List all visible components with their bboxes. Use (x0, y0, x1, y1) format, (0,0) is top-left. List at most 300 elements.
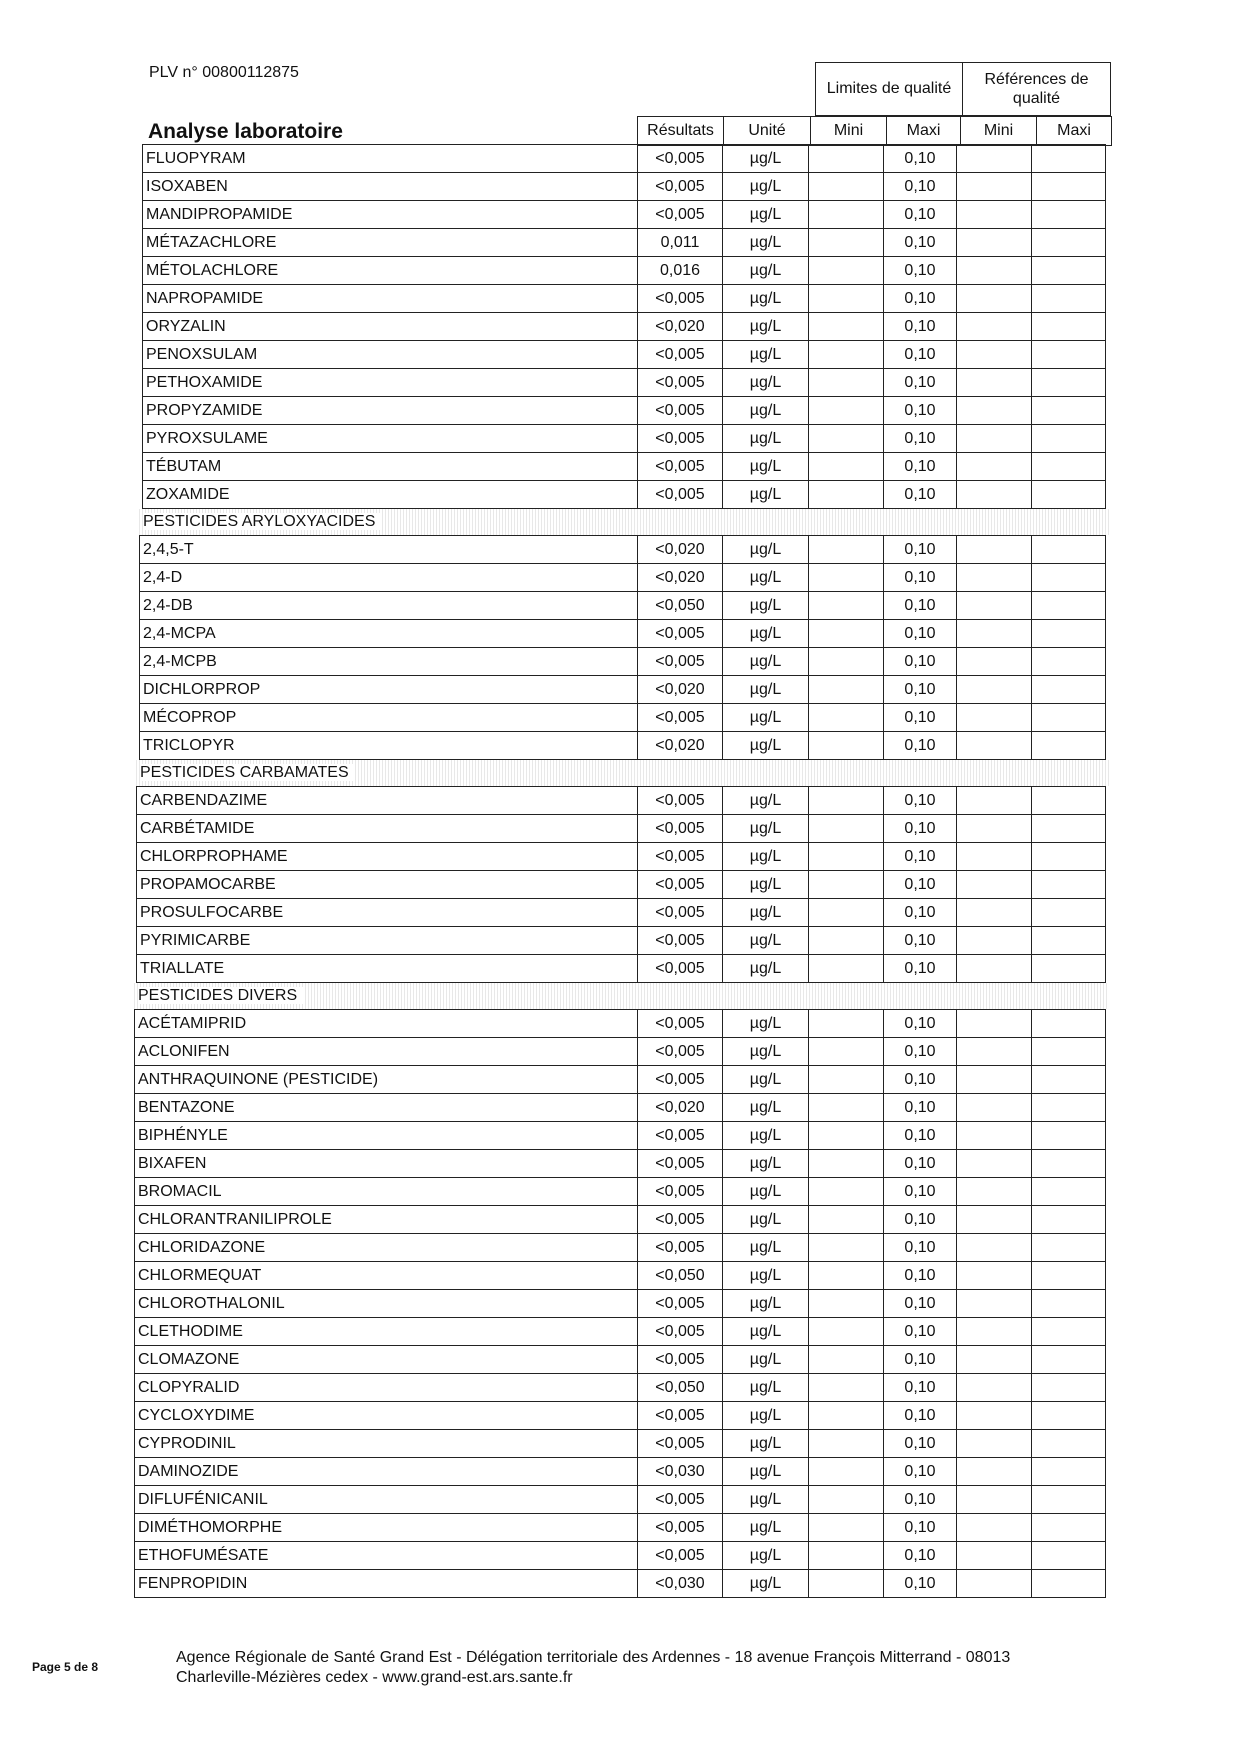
parameter-name: 2,4-MCPB (140, 648, 638, 676)
lq-mini-value (809, 899, 884, 927)
lq-maxi-value: 0,10 (884, 313, 957, 341)
parameter-name: ANTHRAQUINONE (PESTICIDE) (135, 1066, 638, 1094)
lq-maxi-value: 0,10 (884, 648, 957, 676)
page-number: Page 5 de 8 (32, 1660, 99, 1674)
lq-mini-value (809, 536, 884, 564)
result-value: <0,005 (638, 955, 723, 983)
result-value: <0,005 (638, 843, 723, 871)
parameter-name: BIPHÉNYLE (135, 1122, 638, 1150)
section-header (139, 509, 1109, 535)
result-value: <0,005 (638, 201, 723, 229)
rq-maxi-value (1032, 927, 1106, 955)
table-row (140, 620, 1106, 648)
parameter-name: ACLONIFEN (135, 1038, 638, 1066)
lq-maxi-value: 0,10 (884, 620, 957, 648)
table-row (140, 732, 1106, 760)
rq-maxi-value (1032, 397, 1106, 425)
result-value: <0,005 (638, 815, 723, 843)
lq-mini-value (809, 815, 884, 843)
rq-maxi-value (1032, 536, 1106, 564)
col-lq-mini: Mini (811, 117, 887, 146)
lq-mini-value (809, 1346, 884, 1374)
rq-maxi-value (1032, 592, 1106, 620)
parameter-name: CHLOROTHALONIL (135, 1290, 638, 1318)
result-value: <0,005 (638, 1402, 723, 1430)
rq-maxi-value (1032, 1458, 1106, 1486)
table-row (143, 285, 1106, 313)
lq-mini-value (809, 369, 884, 397)
result-value: <0,005 (638, 453, 723, 481)
unit-value: µg/L (723, 341, 809, 369)
parameter-name: MÉCOPROP (140, 704, 638, 732)
analysis-tables (0, 144, 1109, 1598)
result-value: <0,005 (638, 1206, 723, 1234)
lq-mini-value (809, 481, 884, 509)
unit-value: µg/L (723, 229, 809, 257)
parameter-name: CYCLOXYDIME (135, 1402, 638, 1430)
rq-maxi-value (1032, 369, 1106, 397)
rq-maxi-value (1032, 1262, 1106, 1290)
parameter-name: 2,4-DB (140, 592, 638, 620)
unit-value: µg/L (723, 1430, 809, 1458)
lq-mini-value (809, 620, 884, 648)
lq-mini-value (809, 1458, 884, 1486)
parameter-name: CHLORIDAZONE (135, 1234, 638, 1262)
rq-mini-value (957, 1430, 1032, 1458)
table-row (135, 1346, 1106, 1374)
rq-maxi-value (1032, 285, 1106, 313)
lq-mini-value (809, 1234, 884, 1262)
section-table (136, 786, 1106, 983)
rq-mini-value (957, 620, 1032, 648)
rq-mini-value (957, 1094, 1032, 1122)
rq-mini-value (957, 1122, 1032, 1150)
lq-mini-value (809, 1094, 884, 1122)
table-row (140, 592, 1106, 620)
unit-value: µg/L (723, 453, 809, 481)
lq-mini-value (809, 1066, 884, 1094)
rq-maxi-value (1032, 1066, 1106, 1094)
parameter-name: 2,4-D (140, 564, 638, 592)
unit-value: µg/L (723, 871, 809, 899)
lq-maxi-value: 0,10 (884, 564, 957, 592)
lq-mini-value (809, 1486, 884, 1514)
rq-maxi-value (1032, 1206, 1106, 1234)
lq-maxi-value: 0,10 (884, 871, 957, 899)
rq-maxi-value (1032, 1038, 1106, 1066)
rq-maxi-value (1032, 145, 1106, 173)
lq-maxi-value: 0,10 (884, 1318, 957, 1346)
lq-mini-value (809, 592, 884, 620)
rq-mini-value (957, 1150, 1032, 1178)
rq-mini-value (957, 1066, 1032, 1094)
lq-mini-value (809, 787, 884, 815)
lq-maxi-value: 0,10 (884, 704, 957, 732)
lq-maxi-value: 0,10 (884, 1402, 957, 1430)
table-row (135, 1066, 1106, 1094)
table-row (135, 1206, 1106, 1234)
table-row (135, 1486, 1106, 1514)
result-value: <0,005 (638, 648, 723, 676)
rq-maxi-value (1032, 676, 1106, 704)
parameter-name: CLETHODIME (135, 1318, 638, 1346)
parameter-name: TRIALLATE (137, 955, 638, 983)
unit-value: µg/L (723, 1374, 809, 1402)
result-value: <0,005 (638, 369, 723, 397)
lq-mini-value (809, 704, 884, 732)
rq-maxi-value (1032, 425, 1106, 453)
table-row (135, 1178, 1106, 1206)
result-value: <0,005 (638, 927, 723, 955)
section-header (136, 760, 1109, 786)
unit-value: µg/L (723, 1094, 809, 1122)
unit-value: µg/L (723, 1542, 809, 1570)
rq-maxi-value (1032, 1122, 1106, 1150)
lq-maxi-value: 0,10 (884, 1094, 957, 1122)
unit-value: µg/L (723, 927, 809, 955)
rq-mini-value (957, 732, 1032, 760)
table-row (135, 1402, 1106, 1430)
lq-mini-value (809, 732, 884, 760)
table-row (143, 481, 1106, 509)
result-value: <0,005 (638, 1234, 723, 1262)
result-value: <0,005 (638, 481, 723, 509)
unit-value: µg/L (723, 1570, 809, 1598)
rq-mini-value (957, 425, 1032, 453)
rq-maxi-value (1032, 815, 1106, 843)
lq-mini-value (809, 871, 884, 899)
parameter-name: NAPROPAMIDE (143, 285, 638, 313)
unit-value: µg/L (723, 397, 809, 425)
rq-maxi-value (1032, 732, 1106, 760)
parameter-name: CARBÉTAMIDE (137, 815, 638, 843)
unit-value: µg/L (723, 1318, 809, 1346)
unit-value: µg/L (723, 1262, 809, 1290)
section-title: PESTICIDES ARYLOXYACIDES (143, 513, 381, 530)
rq-mini-value (957, 871, 1032, 899)
parameter-name: FLUOPYRAM (143, 145, 638, 173)
rq-mini-value (957, 397, 1032, 425)
parameter-name: ISOXABEN (143, 173, 638, 201)
parameter-name: CHLORMEQUAT (135, 1262, 638, 1290)
unit-value: µg/L (723, 1066, 809, 1094)
unit-value: µg/L (723, 1514, 809, 1542)
result-value: <0,005 (638, 397, 723, 425)
rq-mini-value (957, 341, 1032, 369)
lq-maxi-value: 0,10 (884, 536, 957, 564)
unit-value: µg/L (723, 1038, 809, 1066)
lq-maxi-value: 0,10 (884, 453, 957, 481)
table-row (137, 927, 1106, 955)
rq-mini-value (957, 1262, 1032, 1290)
rq-maxi-value (1032, 1346, 1106, 1374)
lq-maxi-value: 0,10 (884, 1570, 957, 1598)
rq-mini-value (957, 1318, 1032, 1346)
parameter-name: CYPRODINIL (135, 1430, 638, 1458)
unit-value: µg/L (723, 285, 809, 313)
rq-mini-value (957, 369, 1032, 397)
lq-maxi-value: 0,10 (884, 397, 957, 425)
rq-maxi-value (1032, 564, 1106, 592)
unit-value: µg/L (723, 1122, 809, 1150)
limites-qualite-header: Limites de qualité (815, 62, 963, 116)
unit-value: µg/L (723, 620, 809, 648)
lq-maxi-value: 0,10 (884, 843, 957, 871)
lq-maxi-value: 0,10 (884, 1458, 957, 1486)
lq-maxi-value: 0,10 (884, 425, 957, 453)
lq-mini-value (809, 1374, 884, 1402)
rq-mini-value (957, 1374, 1032, 1402)
lq-mini-value (809, 1206, 884, 1234)
table-row (135, 1542, 1106, 1570)
parameter-name: PROPYZAMIDE (143, 397, 638, 425)
unit-value: µg/L (723, 425, 809, 453)
unit-value: µg/L (723, 1402, 809, 1430)
lq-mini-value (809, 285, 884, 313)
parameter-name: PYROXSULAME (143, 425, 638, 453)
lq-maxi-value: 0,10 (884, 1122, 957, 1150)
table-row (143, 397, 1106, 425)
lq-mini-value (809, 229, 884, 257)
lq-maxi-value: 0,10 (884, 676, 957, 704)
lq-mini-value (809, 1150, 884, 1178)
result-value: <0,020 (638, 536, 723, 564)
rq-mini-value (957, 173, 1032, 201)
table-row (140, 564, 1106, 592)
rq-mini-value (957, 787, 1032, 815)
rq-mini-value (957, 648, 1032, 676)
lq-maxi-value: 0,10 (884, 1290, 957, 1318)
lq-maxi-value: 0,10 (884, 899, 957, 927)
references-qualite-header: Références de qualité (962, 62, 1111, 116)
rq-maxi-value (1032, 453, 1106, 481)
table-row (135, 1010, 1106, 1038)
unit-value: µg/L (723, 1290, 809, 1318)
lq-maxi-value: 0,10 (884, 1038, 957, 1066)
unit-value: µg/L (723, 564, 809, 592)
lq-maxi-value: 0,10 (884, 1178, 957, 1206)
column-headers (637, 116, 1112, 146)
table-row (135, 1150, 1106, 1178)
unit-value: µg/L (723, 145, 809, 173)
lq-maxi-value: 0,10 (884, 341, 957, 369)
rq-maxi-value (1032, 620, 1106, 648)
result-value: <0,020 (638, 1094, 723, 1122)
rq-mini-value (957, 1458, 1032, 1486)
table-row (137, 955, 1106, 983)
result-value: <0,030 (638, 1458, 723, 1486)
table-row (135, 1570, 1106, 1598)
parameter-name: ORYZALIN (143, 313, 638, 341)
table-row (137, 787, 1106, 815)
result-value: <0,005 (638, 787, 723, 815)
lq-maxi-value: 0,10 (884, 1234, 957, 1262)
plv-number: PLV n° 00800112875 (149, 64, 299, 81)
section-header (134, 983, 1109, 1009)
rq-maxi-value (1032, 1374, 1106, 1402)
result-value: <0,005 (638, 1290, 723, 1318)
parameter-name: PROPAMOCARBE (137, 871, 638, 899)
unit-value: µg/L (723, 787, 809, 815)
parameter-name: PROSULFOCARBE (137, 899, 638, 927)
result-value: <0,005 (638, 1486, 723, 1514)
table-row (135, 1122, 1106, 1150)
result-value: <0,005 (638, 1010, 723, 1038)
parameter-name: DIMÉTHOMORPHE (135, 1514, 638, 1542)
result-value: <0,005 (638, 1178, 723, 1206)
table-row (143, 313, 1106, 341)
parameter-name: PENOXSULAM (143, 341, 638, 369)
rq-mini-value (957, 815, 1032, 843)
table-row (143, 453, 1106, 481)
rq-maxi-value (1032, 704, 1106, 732)
rq-mini-value (957, 1542, 1032, 1570)
lq-maxi-value: 0,10 (884, 1206, 957, 1234)
rq-mini-value (957, 676, 1032, 704)
result-value: 0,011 (638, 229, 723, 257)
rq-maxi-value (1032, 648, 1106, 676)
parameter-name: ACÉTAMIPRID (135, 1010, 638, 1038)
lq-maxi-value: 0,10 (884, 787, 957, 815)
unit-value: µg/L (723, 1150, 809, 1178)
table-row (135, 1094, 1106, 1122)
lq-mini-value (809, 1290, 884, 1318)
rq-maxi-value (1032, 1430, 1106, 1458)
table-row (135, 1514, 1106, 1542)
col-rq-maxi: Maxi (1037, 117, 1112, 146)
table-row (135, 1038, 1106, 1066)
lq-mini-value (809, 955, 884, 983)
unit-value: µg/L (723, 815, 809, 843)
rq-maxi-value (1032, 1150, 1106, 1178)
lq-maxi-value: 0,10 (884, 481, 957, 509)
lq-mini-value (809, 257, 884, 285)
col-unite: Unité (724, 117, 811, 146)
unit-value: µg/L (723, 369, 809, 397)
parameter-name: PETHOXAMIDE (143, 369, 638, 397)
result-value: <0,005 (638, 1150, 723, 1178)
parameter-name: CLOMAZONE (135, 1346, 638, 1374)
lq-maxi-value: 0,10 (884, 1346, 957, 1374)
lq-maxi-value: 0,10 (884, 369, 957, 397)
analyse-laboratoire-title: Analyse laboratoire (148, 120, 343, 143)
result-value: <0,030 (638, 1570, 723, 1598)
unit-value: µg/L (723, 592, 809, 620)
table-row (140, 648, 1106, 676)
lq-maxi-value: 0,10 (884, 1430, 957, 1458)
result-value: <0,005 (638, 620, 723, 648)
lq-maxi-value: 0,10 (884, 955, 957, 983)
rq-mini-value (957, 592, 1032, 620)
parameter-name: CARBENDAZIME (137, 787, 638, 815)
lq-mini-value (809, 1038, 884, 1066)
lq-mini-value (809, 145, 884, 173)
col-rq-mini: Mini (961, 117, 1037, 146)
table-row (137, 815, 1106, 843)
parameter-name: 2,4,5-T (140, 536, 638, 564)
unit-value: µg/L (723, 201, 809, 229)
rq-maxi-value (1032, 341, 1106, 369)
table-row (140, 704, 1106, 732)
footer-address (176, 1648, 1010, 1688)
parameter-name: BROMACIL (135, 1178, 638, 1206)
rq-mini-value (957, 313, 1032, 341)
parameter-name: 2,4-MCPA (140, 620, 638, 648)
lq-mini-value (809, 425, 884, 453)
lq-mini-value (809, 676, 884, 704)
result-value: <0,005 (638, 899, 723, 927)
lq-maxi-value: 0,10 (884, 1010, 957, 1038)
rq-mini-value (957, 201, 1032, 229)
parameter-name: TÉBUTAM (143, 453, 638, 481)
result-value: <0,005 (638, 341, 723, 369)
parameter-name: BIXAFEN (135, 1150, 638, 1178)
parameter-name: BENTAZONE (135, 1094, 638, 1122)
section-table (142, 144, 1106, 509)
unit-value: µg/L (723, 899, 809, 927)
result-value: 0,016 (638, 257, 723, 285)
rq-maxi-value (1032, 1570, 1106, 1598)
result-value: <0,005 (638, 145, 723, 173)
rq-maxi-value (1032, 787, 1106, 815)
result-value: <0,020 (638, 676, 723, 704)
parameter-name: CLOPYRALID (135, 1374, 638, 1402)
rq-mini-value (957, 1570, 1032, 1598)
unit-value: µg/L (723, 1010, 809, 1038)
rq-maxi-value (1032, 1514, 1106, 1542)
table-row (135, 1458, 1106, 1486)
lq-mini-value (809, 1122, 884, 1150)
unit-value: µg/L (723, 1178, 809, 1206)
lq-maxi-value: 0,10 (884, 1066, 957, 1094)
result-value: <0,050 (638, 1262, 723, 1290)
rq-mini-value (957, 899, 1032, 927)
lq-mini-value (809, 1430, 884, 1458)
lq-maxi-value: 0,10 (884, 732, 957, 760)
section-title: PESTICIDES CARBAMATES (140, 764, 355, 781)
rq-mini-value (957, 453, 1032, 481)
lq-mini-value (809, 1178, 884, 1206)
parameter-name: PYRIMICARBE (137, 927, 638, 955)
result-value: <0,005 (638, 1542, 723, 1570)
table-row (137, 899, 1106, 927)
rq-mini-value (957, 1178, 1032, 1206)
parameter-name: MANDIPROPAMIDE (143, 201, 638, 229)
rq-mini-value (957, 843, 1032, 871)
unit-value: µg/L (723, 1234, 809, 1262)
lq-maxi-value: 0,10 (884, 927, 957, 955)
rq-mini-value (957, 229, 1032, 257)
result-value: <0,005 (638, 1430, 723, 1458)
lq-maxi-value: 0,10 (884, 1514, 957, 1542)
table-row (143, 229, 1106, 257)
rq-maxi-value (1032, 1318, 1106, 1346)
lq-maxi-value: 0,10 (884, 173, 957, 201)
section-title: PESTICIDES DIVERS (138, 987, 303, 1004)
rq-maxi-value (1032, 1010, 1106, 1038)
rq-mini-value (957, 1038, 1032, 1066)
rq-mini-value (957, 1346, 1032, 1374)
table-row (143, 425, 1106, 453)
lq-mini-value (809, 927, 884, 955)
parameter-name: CHLORANTRANILIPROLE (135, 1206, 638, 1234)
lq-mini-value (809, 1010, 884, 1038)
result-value: <0,005 (638, 1346, 723, 1374)
rq-maxi-value (1032, 173, 1106, 201)
result-value: <0,020 (638, 732, 723, 760)
unit-value: µg/L (723, 173, 809, 201)
table-row (135, 1318, 1106, 1346)
